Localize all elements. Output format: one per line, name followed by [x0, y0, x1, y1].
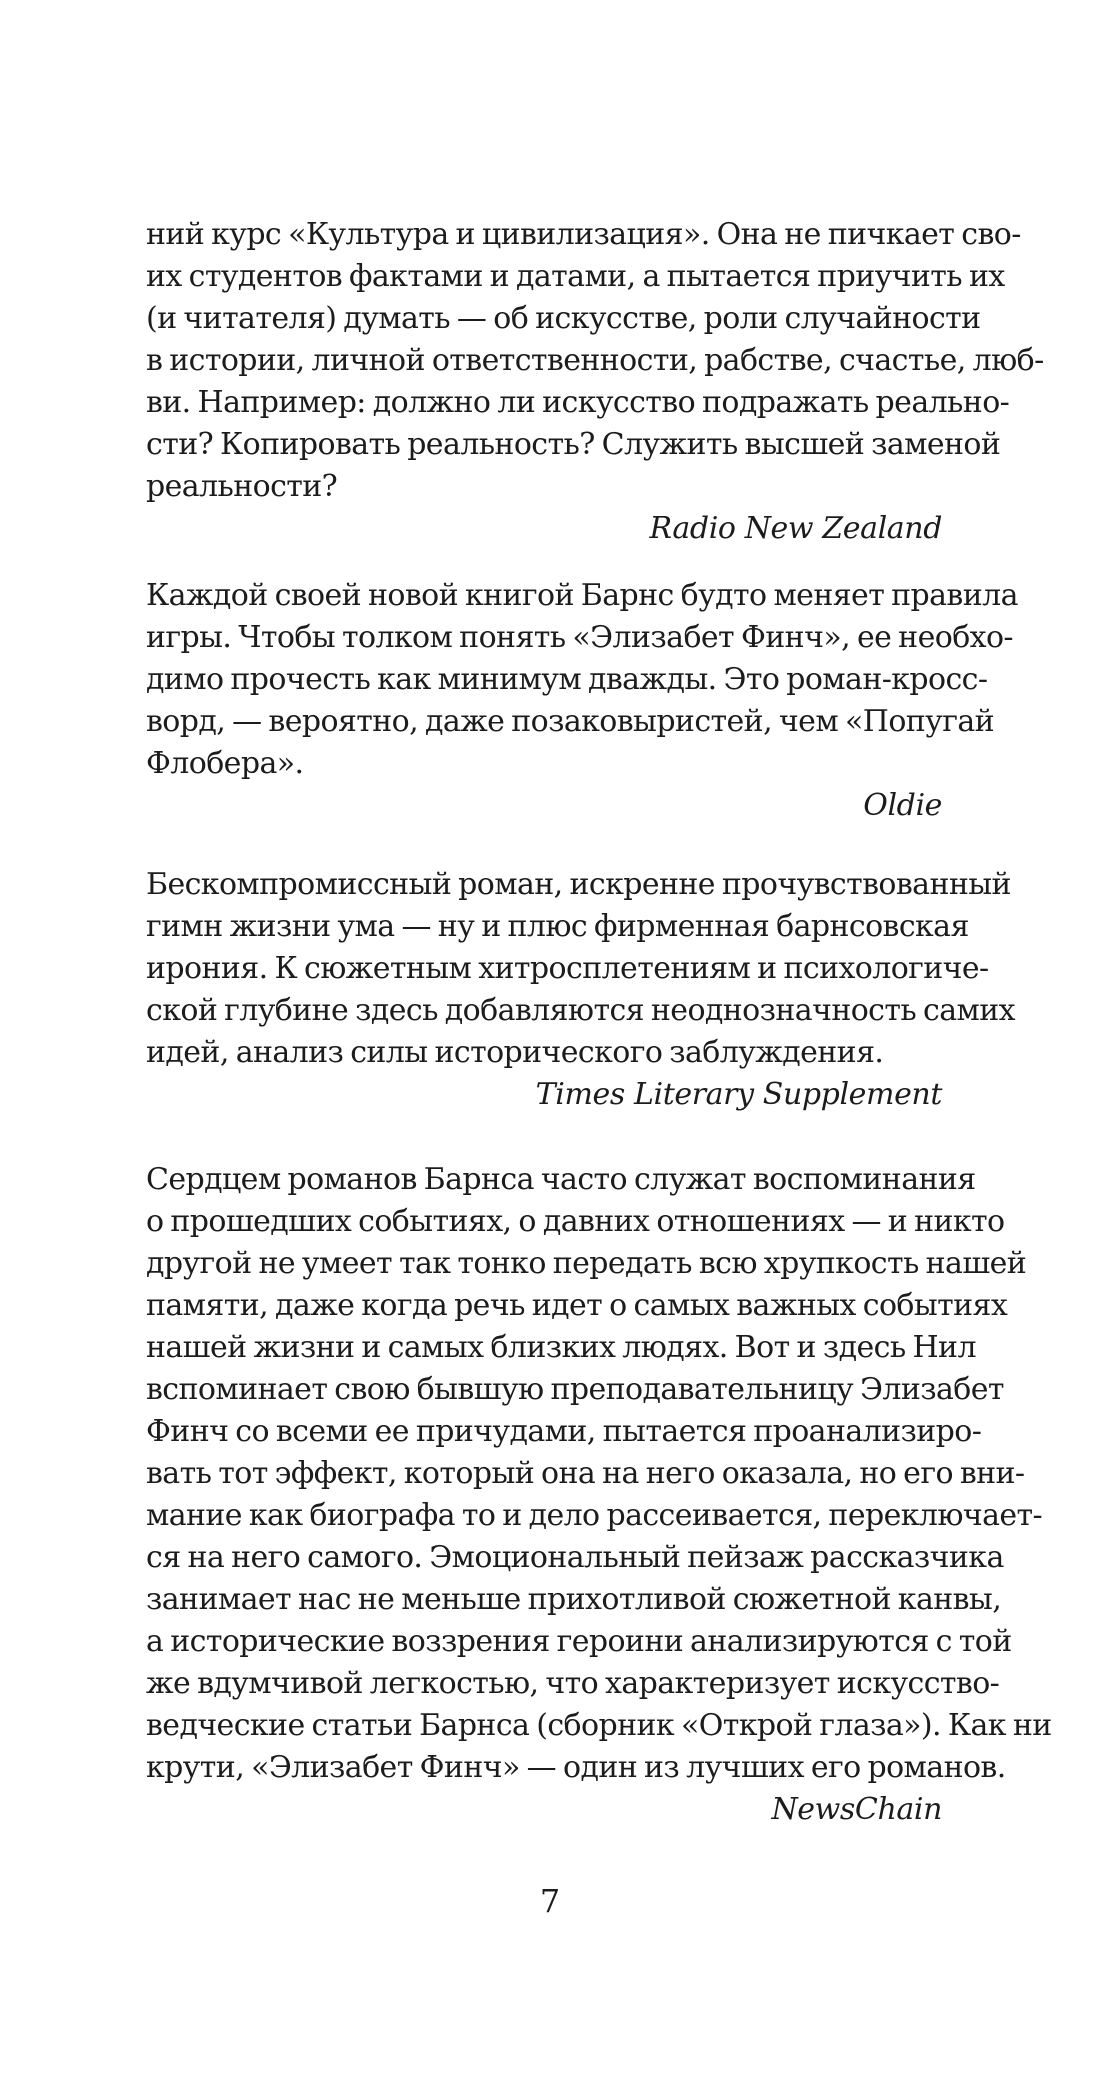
review-source: Radio New Zealand [649, 511, 942, 546]
review-text-line: же вдумчивой легкостью, что характеризует искусство- [146, 1666, 1000, 1701]
review-text-line: ворд, — вероятно, даже позаковыристей, чем «Попугай [146, 704, 995, 739]
review-text-line: гимн жизни ума — ну и плюс фирменная барнсовская [146, 909, 969, 944]
review-text-line: Каждой своей новой книгой Барнс будто меняет правила [146, 578, 1018, 613]
review-source: NewsChain [771, 1792, 942, 1827]
review-text-line: ирония. К сюжетным хитросплетениям и психологиче- [146, 951, 989, 986]
review-source: Times Literary Supplement [535, 1077, 942, 1112]
review-text-line: их студентов фактами и датами, а пытается приучить их [146, 259, 1005, 294]
review-text-line: занимает нас не меньше прихотливой сюжетной канвы, [146, 1582, 1002, 1617]
review-text-line: игры. Чтобы толком понять «Элизабет Финч», ее необхо- [146, 620, 1013, 655]
review-text-line: ся на него самого. Эмоциональный пейзаж рассказчика [146, 1540, 1004, 1575]
review-source: Oldie [863, 788, 942, 823]
review-text-line: ний курс «Культура и цивилизация». Она не пичкает сво- [146, 217, 1021, 252]
review-text-line: димо прочесть как минимум дважды. Это роман-кросс- [146, 662, 988, 697]
review-text-line: Бескомпромиссный роман, искренне прочувствованный [146, 867, 1011, 902]
review-text-line: вать тот эффект, который она на него оказала, но его вни- [146, 1456, 1025, 1491]
review-text-line: крути, «Элизабет Финч» — один из лучших его романов. [146, 1750, 1006, 1785]
review-text-line: (и читателя) думать — об искусстве, роли случайности [146, 301, 981, 336]
review-text-line: Флобера». [146, 746, 304, 781]
review-text-line: ской глубине здесь добавляются неоднозначность самих [146, 993, 1015, 1028]
page-number: 7 [539, 1882, 561, 1920]
review-text-line: вспоминает свою бывшую преподавательницу Элизабет [146, 1372, 1004, 1407]
review-text-line: а исторические воззрения героини анализируются с той [146, 1624, 1012, 1659]
review-text-line: ведческие статьи Барнса (сборник «Открой глаза»). Как ни [146, 1708, 1052, 1743]
review-text-line: Финч со всеми ее причудами, пытается проанализиро- [146, 1414, 982, 1449]
review-text-line: в истории, личной ответственности, рабстве, счастье, люб- [146, 343, 1044, 378]
review-radio-new-zealand [146, 214, 1044, 550]
review-text-line: идей, анализ силы исторического заблуждения. [146, 1035, 884, 1070]
review-oldie [146, 575, 1018, 827]
review-text-line: ви. Например: должно ли искусство подражать реально- [146, 385, 1010, 420]
review-text-line: мание как биографа то и дело рассеивается, переключает- [146, 1498, 1043, 1533]
review-text-line: другой не умеет так тонко передать всю хрупкость нашей [146, 1246, 1027, 1281]
review-text-line: реальности? [146, 469, 338, 504]
review-times-literary-supplement [146, 864, 1015, 1116]
review-text-line: нашей жизни и самых близких людях. Вот и здесь Нил [146, 1330, 976, 1365]
review-text-line: сти? Копировать реальность? Служить высшей заменой [146, 427, 1001, 462]
review-text-line: о прошедших событиях, о давних отношениях — и никто [146, 1204, 1005, 1239]
review-newschain [146, 1159, 1052, 1831]
review-text-line: памяти, даже когда речь идет о самых важных событиях [146, 1288, 1008, 1323]
review-text-line: Сердцем романов Барнса часто служат воспоминания [146, 1162, 976, 1197]
